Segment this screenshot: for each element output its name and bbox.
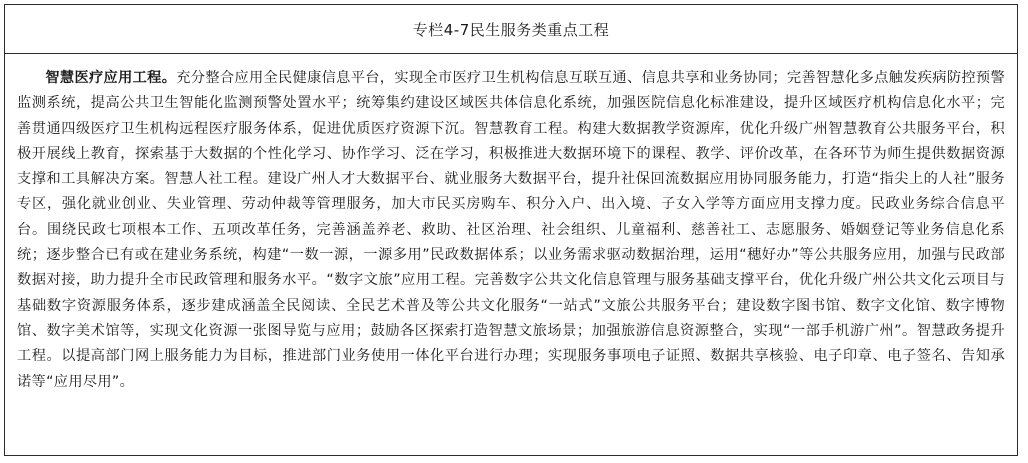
- box-title: 专栏4-7民生服务类重点工程: [5, 5, 1017, 54]
- box-body: [5, 54, 1017, 395]
- body-text: 充分整合应用全民健康信息平台，实现全市医疗卫生机构信息互联互通、信息共享和业务协同；完善智慧化多点触发疾病防控预警监测系统，提高公共卫生智能化监测预警处置水平；统筹集约建设区域医共体信息化系统，加强医院信息化标准建设，提升区域医疗机构信息化水平；完善贯通四级医疗卫生机构远程医疗服务体系，促进优质医疗资源下沉。智慧教育工程。构建大数据教学资源库，优化升级广州智慧教育公共服务平台，积极开展线上教育，探索基于大数据的个性化学习、协作学习、泛在学习，积极推进大数据环境下的课程、教学、评价改革，在各环节为师生提供数据资源支撑和工具解决方案。智慧人社工程。建设广州人才大数据平台、就业服务大数据平台，提升社保回流数据应用协同服务能力，打造“指尖上的人社”服务专区，强化就业创业、失业管理、劳动仲裁等管理服务，加大市民买房购车、积分入户、出入境、子女入学等方面应用支撑力度。民政业务综合信息平台。围绕民政七项根本工作、五项改革任务，完善涵盖养老、救助、社区治理、社会组织、儿童福利、慈善社工、志愿服务、婚姻登记等业务信息化系统；逐步整合已有或在建业务系统，构建“一数一源，一源多用”民政数据体系；以业务需求驱动数据治理，运用“穗好办”等公共服务应用，加强与民政部数据对接，助力提升全市民政管理和服务水平。“数字文旅”应用工程。完善数字公共文化信息管理与服务基础支撑平台，优化升级广州公共文化云项目与基础数字资源服务体系，逐步建成涵盖全民阅读、全民艺术普及等公共文化服务“一站式”文旅公共服务平台；建设数字图书馆、数字文化馆、数字博物馆、数字美术馆等，实现文化资源一张图导览与应用；鼓励各区探索打造智慧文旅场景；加强旅游信息资源整合，实现“一部手机游广州”。智慧政务提升工程。以提高部门网上服务能力为目标，推进部门业务使用一体化平台进行办理；实现服务事项电子证照、数据共享核验、电子印章、电子签名、告知承诺等“应用尽用”。: [17, 70, 1005, 390]
- section-heading: 智慧医疗应用工程。: [45, 70, 177, 86]
- feature-box: [4, 4, 1018, 456]
